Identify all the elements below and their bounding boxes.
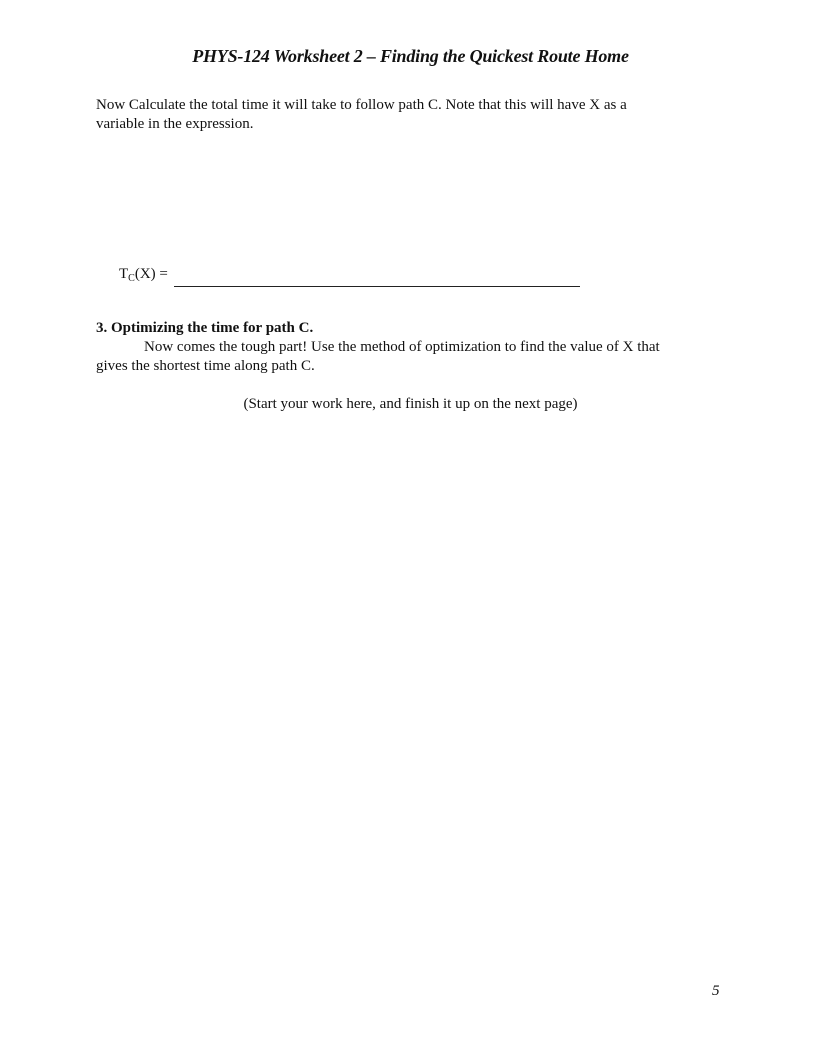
answer-blank-line[interactable] bbox=[174, 267, 580, 287]
formula-t: T bbox=[119, 266, 129, 282]
formula-rest: (X) = bbox=[134, 266, 168, 282]
section-3-line-1: Now comes the tough part! Use the method of optimization to find the value of X that bbox=[144, 339, 660, 355]
page-title: PHYS-124 Worksheet 2 – Finding the Quickest Route Home bbox=[192, 46, 629, 66]
intro-line-1: Now Calculate the total time it will take to follow path C. Note that this will have X as a bbox=[96, 97, 627, 113]
formula-subscript: C bbox=[128, 273, 135, 284]
section-3-line-2: gives the shortest time along path C. bbox=[96, 358, 315, 374]
intro-paragraph bbox=[96, 96, 716, 134]
section-3-body bbox=[96, 338, 716, 376]
section-3-heading: 3. Optimizing the time for path C. bbox=[96, 320, 314, 336]
tc-formula bbox=[119, 265, 580, 288]
page-number: 5 bbox=[712, 983, 720, 999]
work-instruction-note: (Start your work here, and finish it up on the next page) bbox=[243, 396, 578, 412]
intro-line-2: variable in the expression. bbox=[96, 116, 254, 132]
